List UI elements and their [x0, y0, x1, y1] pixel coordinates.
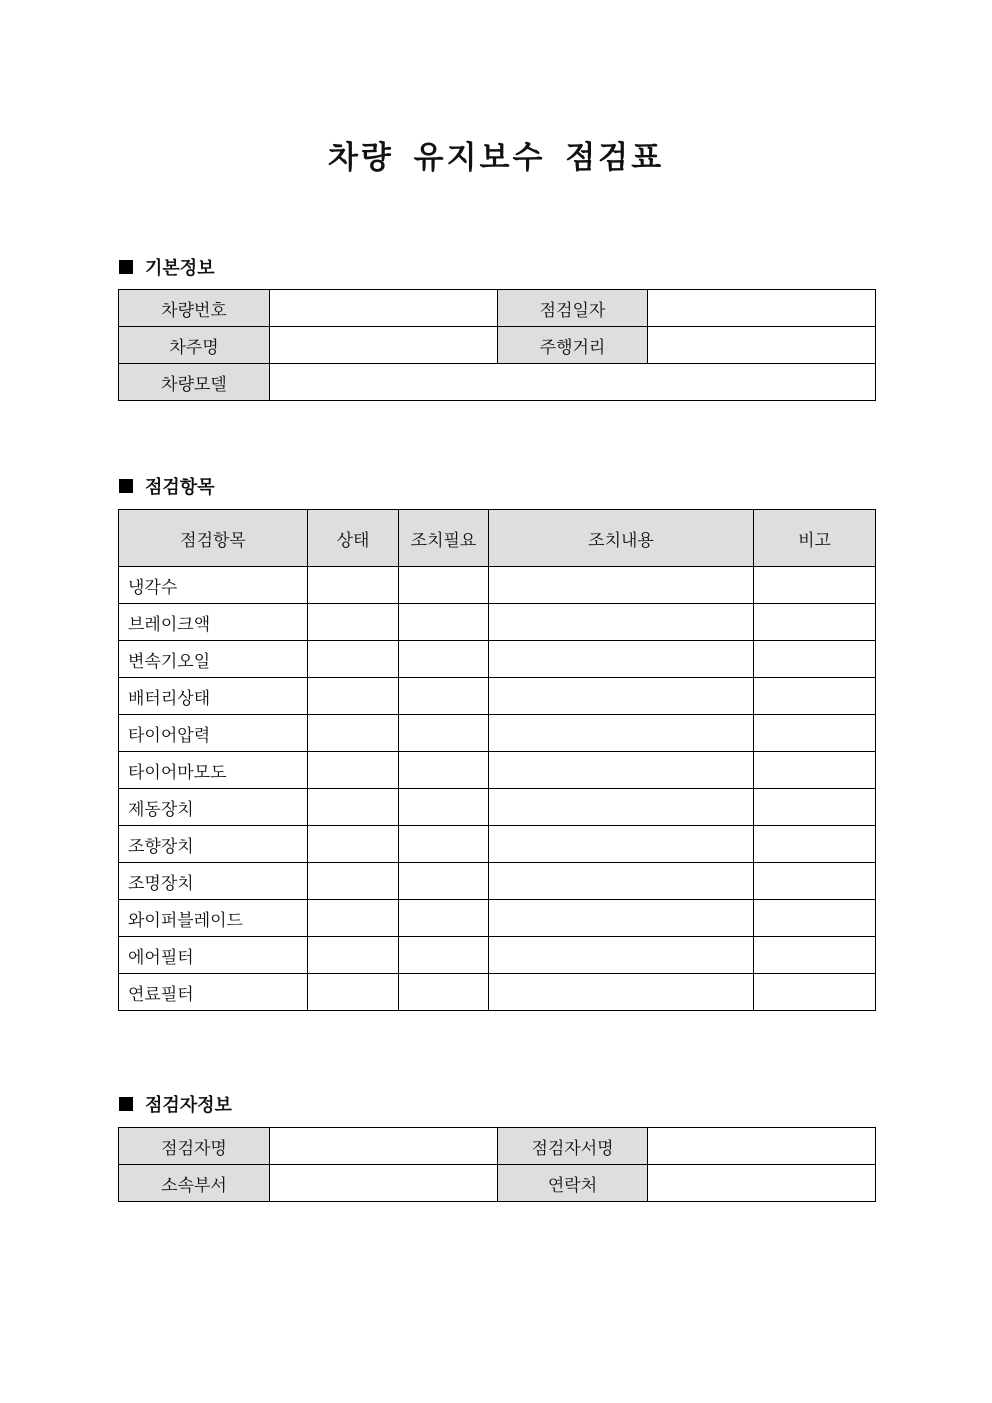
action-required-cell[interactable] [399, 937, 489, 974]
page-title: 차량 유지보수 점검표 [327, 140, 665, 176]
table-row [119, 900, 876, 937]
checklist-item-label: 조향장치 [119, 826, 308, 863]
checklist-item-label: 제동장치 [119, 789, 308, 826]
action-details-cell[interactable] [489, 567, 754, 604]
section-heading-checklist [119, 473, 215, 499]
checklist-item-label: 브레이크액 [119, 604, 308, 641]
table-row [119, 1128, 876, 1165]
action-details-cell[interactable] [489, 752, 754, 789]
status-cell[interactable] [308, 900, 399, 937]
field-label: 차량모델 [119, 364, 270, 401]
checklist-item-label: 타이어압력 [119, 715, 308, 752]
field-label: 점검자서명 [498, 1128, 648, 1165]
contact-field[interactable] [648, 1165, 876, 1202]
remarks-cell[interactable] [754, 715, 876, 752]
table-row [119, 678, 876, 715]
field-label: 소속부서 [119, 1165, 270, 1202]
checklist-item-label: 와이퍼블레이드 [119, 900, 308, 937]
action-required-cell[interactable] [399, 567, 489, 604]
action-required-cell[interactable] [399, 826, 489, 863]
action-required-cell[interactable] [399, 678, 489, 715]
table-row [119, 641, 876, 678]
table-row [119, 604, 876, 641]
action-details-cell[interactable] [489, 826, 754, 863]
checklist-item-label: 조명장치 [119, 863, 308, 900]
department-field[interactable] [270, 1165, 498, 1202]
action-details-cell[interactable] [489, 937, 754, 974]
status-cell[interactable] [308, 604, 399, 641]
table-row [119, 937, 876, 974]
field-label: 점검일자 [498, 290, 648, 327]
table-row [119, 826, 876, 863]
table-row [119, 1165, 876, 1202]
action-details-cell[interactable] [489, 863, 754, 900]
field-label: 차량번호 [119, 290, 270, 327]
remarks-cell[interactable] [754, 567, 876, 604]
table-row [119, 290, 876, 327]
square-bullet-icon [119, 479, 133, 493]
action-details-cell[interactable] [489, 678, 754, 715]
remarks-cell[interactable] [754, 900, 876, 937]
section-heading-inspector-info [119, 1091, 232, 1117]
action-required-cell[interactable] [399, 900, 489, 937]
section-heading-label: 점검자정보 [145, 1095, 232, 1116]
action-required-cell[interactable] [399, 604, 489, 641]
checklist-item-label: 배터리상태 [119, 678, 308, 715]
action-details-cell[interactable] [489, 641, 754, 678]
table-row [119, 327, 876, 364]
status-cell[interactable] [308, 715, 399, 752]
mileage-field[interactable] [648, 327, 876, 364]
vehicle-number-field[interactable] [270, 290, 498, 327]
action-required-cell[interactable] [399, 974, 489, 1011]
remarks-cell[interactable] [754, 863, 876, 900]
checklist-item-label: 에어필터 [119, 937, 308, 974]
checklist-item-label: 타이어마모도 [119, 752, 308, 789]
section-heading-label: 점검항목 [145, 477, 215, 498]
column-header: 비고 [754, 510, 876, 567]
action-details-cell[interactable] [489, 604, 754, 641]
status-cell[interactable] [308, 826, 399, 863]
action-details-cell[interactable] [489, 900, 754, 937]
checklist-item-label: 냉각수 [119, 567, 308, 604]
action-details-cell[interactable] [489, 974, 754, 1011]
status-cell[interactable] [308, 567, 399, 604]
column-header: 점검항목 [119, 510, 308, 567]
remarks-cell[interactable] [754, 641, 876, 678]
checklist-item-label: 변속기오일 [119, 641, 308, 678]
field-label: 주행거리 [498, 327, 648, 364]
remarks-cell[interactable] [754, 826, 876, 863]
action-required-cell[interactable] [399, 715, 489, 752]
action-required-cell[interactable] [399, 789, 489, 826]
section-heading-label: 기본정보 [145, 258, 215, 279]
inspector-info-table [118, 1127, 876, 1202]
remarks-cell[interactable] [754, 604, 876, 641]
action-required-cell[interactable] [399, 641, 489, 678]
table-row [119, 863, 876, 900]
status-cell[interactable] [308, 752, 399, 789]
table-header-row [119, 510, 876, 567]
field-label: 차주명 [119, 327, 270, 364]
table-row [119, 752, 876, 789]
action-details-cell[interactable] [489, 715, 754, 752]
inspection-date-field[interactable] [648, 290, 876, 327]
action-required-cell[interactable] [399, 752, 489, 789]
table-row [119, 789, 876, 826]
square-bullet-icon [119, 1097, 133, 1111]
basic-info-table [118, 289, 876, 401]
column-header: 조치필요 [399, 510, 489, 567]
square-bullet-icon [119, 260, 133, 274]
table-row [119, 567, 876, 604]
inspector-name-field[interactable] [270, 1128, 498, 1165]
column-header: 상태 [308, 510, 399, 567]
checklist-item-label: 연료필터 [119, 974, 308, 1011]
table-row [119, 974, 876, 1011]
action-required-cell[interactable] [399, 863, 489, 900]
table-row [119, 364, 876, 401]
owner-name-field[interactable] [270, 327, 498, 364]
remarks-cell[interactable] [754, 937, 876, 974]
status-cell[interactable] [308, 974, 399, 1011]
status-cell[interactable] [308, 678, 399, 715]
table-row [119, 715, 876, 752]
section-heading-basic-info [119, 254, 215, 280]
status-cell[interactable] [308, 641, 399, 678]
action-details-cell[interactable] [489, 789, 754, 826]
remarks-cell[interactable] [754, 678, 876, 715]
remarks-cell[interactable] [754, 752, 876, 789]
remarks-cell[interactable] [754, 974, 876, 1011]
status-cell[interactable] [308, 789, 399, 826]
vehicle-model-field[interactable] [270, 364, 876, 401]
checklist-table [118, 509, 876, 1011]
field-label: 연락처 [498, 1165, 648, 1202]
status-cell[interactable] [308, 863, 399, 900]
remarks-cell[interactable] [754, 789, 876, 826]
field-label: 점검자명 [119, 1128, 270, 1165]
inspector-signature-field[interactable] [648, 1128, 876, 1165]
status-cell[interactable] [308, 937, 399, 974]
column-header: 조치내용 [489, 510, 754, 567]
